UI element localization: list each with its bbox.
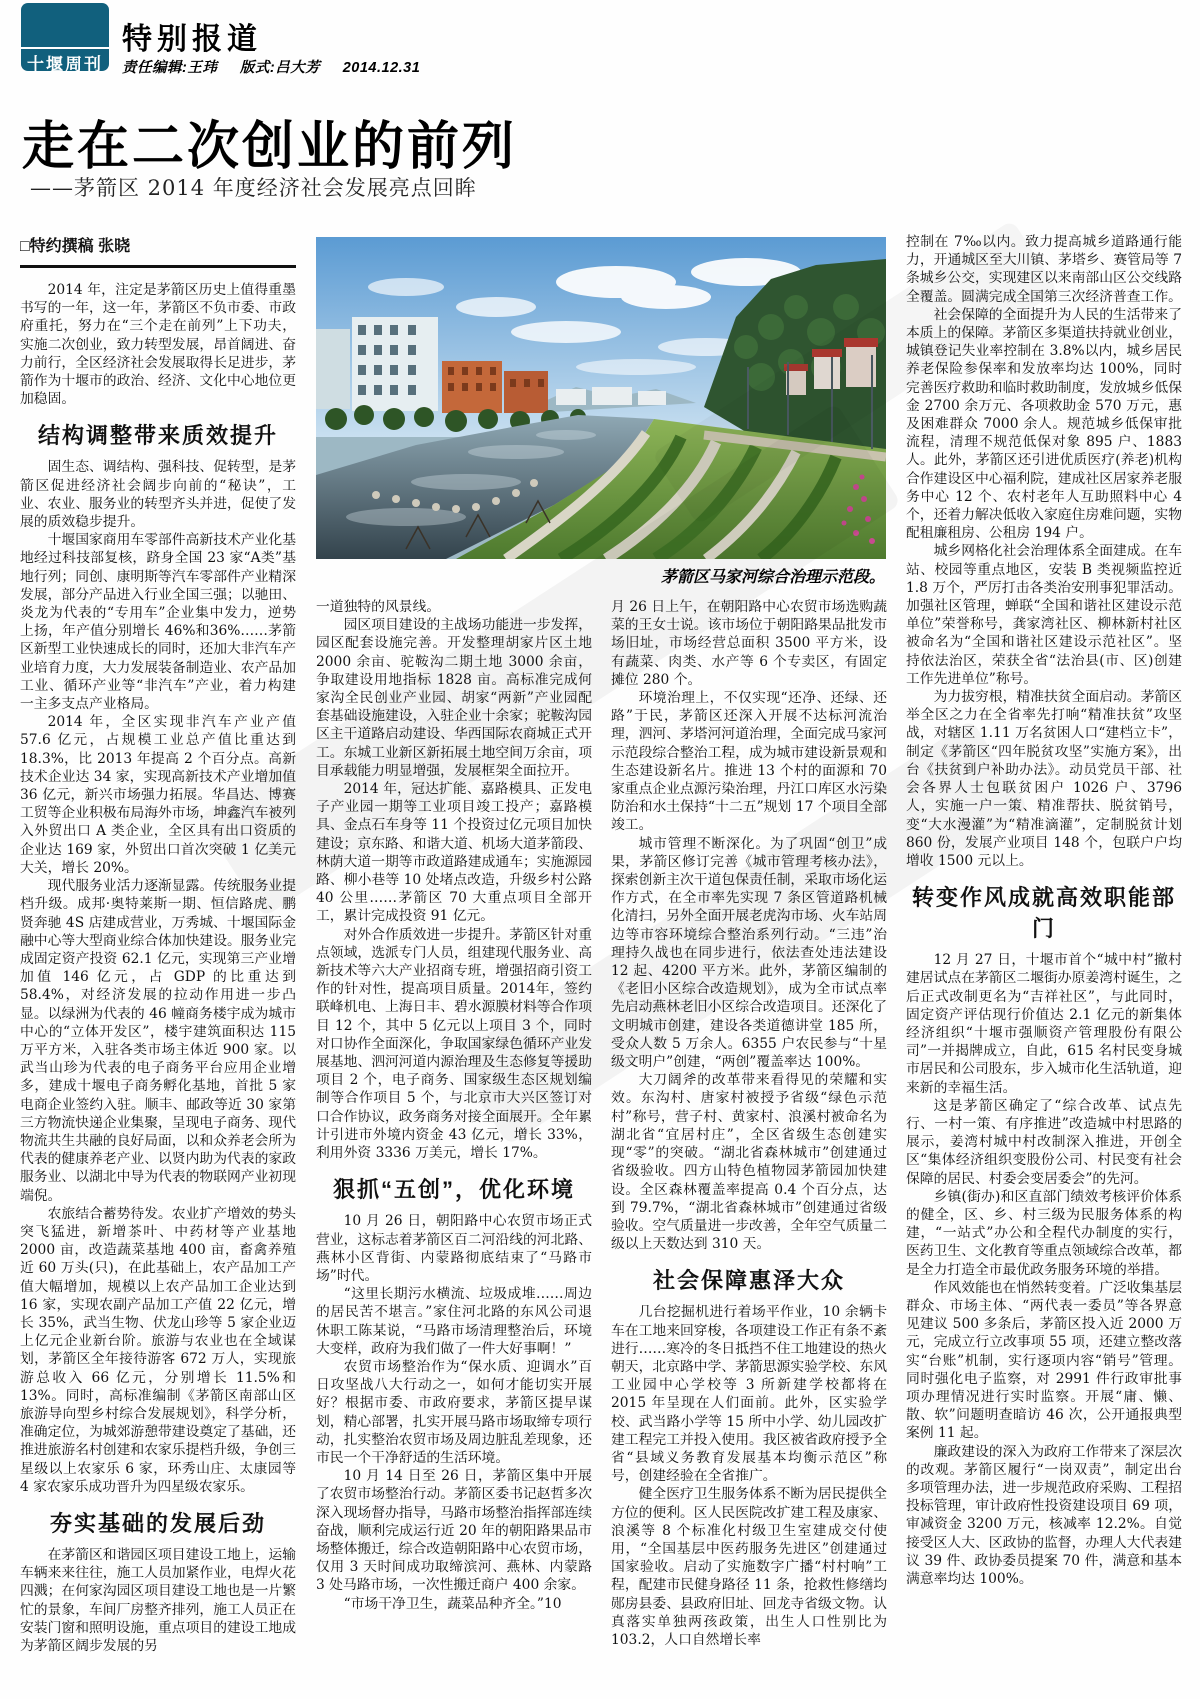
article-paragraph: 一道独特的风景线。 <box>316 599 441 615</box>
article-paragraph: 对外合作质效进一步提升。茅箭区针对重点领域，选派专门人员，组建现代服务业、高新技术等六大产业招商专班，增强招商引资工作的针对性，提高项目质量。2014年，签约联峰机电、上海日丰、碧水源膜材料等合作项目 12 个，其中 5 亿元以上项目 3 个，同时对口协作全面深化，争取国家绿色循环产业发展基地、泗河河道内源治理及生态修复等援助项目 2 个，电子商务、国家级生态区规划编制等合作项目 5 个，与北京市大兴区签订对口合作协议，政务商务对接全面展开。全年累计引进市外境内资金 43 亿元，增长 33%，利用外资 3336 万美元，增长 17%。 <box>316 926 592 1162</box>
article-paragraph: 健全医疗卫生服务体系不断为居民提供全方位的便利。区人民医院改扩建工程及康家、浪溪等 8 个标准化村级卫生室建成交付使用，“全国基层中医药服务先进区”创建通过国家验收。启动了实施数字广播“村村响”工程，配建市民健身路径 11 条，抢救性修缮均郧房县委、县政府旧址、回龙寺省级文物。认真落实单独两孩政策，出生人口性别比为 103.2，人口自然增长率 <box>611 1486 887 1648</box>
section-heading: 结构调整带来质效提升 <box>37 423 278 449</box>
editor-name: 责任编辑:王玮 <box>122 60 218 76</box>
article-subtitle: ——茅箭区 2014 年度经济社会发展亮点回眸 <box>30 176 477 200</box>
river-scene-illustration <box>316 237 886 559</box>
article-paragraph: 十堰国家商用车零部件高新技术产业化基地经过科技部复核，跻身全国 23 家“A类”基地行列；同创、康明斯等汽车零部件产业精深发展，部分产品进入行业全国三强；以驰田、炎龙为代表的“专用车”企业集中发力，逆势上扬，年产值分别增长 46%和36%……茅箭区新型工业快速成长的同时，还加大非汽车产业培育力度，大力发展装备制造业、农产品加工业、循环产业等“非汽车”产业，着力构建一主多支点产业格局。 <box>20 532 296 713</box>
section-heading: 转变作风成就高效职能部门 <box>911 885 1176 942</box>
section-heading: 狠抓“五创”，优化环境 <box>332 1177 575 1203</box>
section-label: 特别报道 <box>122 23 262 56</box>
masthead-logo-text: 十堰周刊 <box>27 55 103 74</box>
article-paragraph: 城市管理不断深化。为了巩固“创卫”成果，茅箭区修订完善《城市管理考核办法》，探索创新主次干道包保责任制，采取市场化运作方式，在全市率先实现 7 条区管道路机械化清扫，另外全面开展老虎沟市场、火车站周边等市容环境综合整治系列行动。“三违”治理持久战也在同步进行，依法查处违法建设 12 起、4200 平方米。此外，茅箭区编制的《老旧小区综合改造规划》，成为全市试点率先启动燕林老旧小区综合改造项目。还深化了文明城市创建，建设各类道德讲堂 185 所，受众人数 5 万余人。6355 户农民参与“十星级文明户”创建，“两创”覆盖率达 100%。 <box>611 835 887 1071</box>
article-paragraph: 几台挖掘机进行着场平作业，10 余辆卡车在工地来回穿梭，各项建设工作正有条不紊进行……寒冷的冬日抵挡不住工地建设的热火朝天，北京路中学、茅箭思源实验学校、东风工业园中心学校等 3 所新建学校都将在 2015 年呈现在人们面前。此外，区实验学校、武当路小学等 15 所中小学、幼儿园改扩建工程完工并投入使用。我区被省政府授予全省“县域义务教育发展基本均衡示范区”称号，创建经验在全省推广。 <box>611 1304 887 1485</box>
news-photo <box>316 237 886 559</box>
article-paragraph: 农贸市场整治作为“保水质、迎调水”百日攻坚战八大行动之一，如何才能切实开展好？根据市委、市政府要求，茅箭区提早谋划，精心部署，扎实开展马路市场取缔专项行动，扎实整治农贸市场及周边脏乱差现象，还市民一个干净舒适的生活环境。 <box>316 1358 592 1466</box>
article-paragraph: 环境治理上，不仅实现“还净、还绿、还路”于民，茅箭区还深入开展不达标河流治理，泗河、茅塔河河道治理，全面完成马家河示范段综合整治工程，成为城市建设新景观和生态建设新名片。推进 13 个村的面源和 70 家重点企业点源污染治理，丹江口库区水污染防治和水土保持“十二五”规划 17 个项目全部竣工。 <box>611 690 887 834</box>
article-paragraph: 作风效能也在悄然转变着。广泛收集基层群众、市场主体、“两代表一委员”等各界意见建议 500 多条后，茅箭区投入近 2000 万元，完成立行立改事项 55 项，还建立整改落实“台账”机制，实行逐项内容“销号”管理。同时强化电子监察，对 2991 件行政审批事项办理情况进行实时监察。开展“庸、懒、散、软”问题明查暗访 46 次，公开通报典型案例 11 起。 <box>906 1279 1182 1442</box>
article-paragraph: “市场干净卫生，蔬菜品种齐全。”10 <box>343 1595 562 1612</box>
article-paragraph: 农旅结合蓄势待发。农业扩产增效的势头突飞猛进，新增茶叶、中药材等产业基地 2000 亩，改造蔬菜基地 400 亩，畜禽养殖近 60 万头(只)，在此基础上，农产品加工产值大幅增加，规模以上农产品加工企业达到 16 家，实现农副产品加工产值 22 亿元，增长 35%，武当生物、伏龙山珍等 5 家企业迈上亿元企业新台阶。旅游与农业也在全域谋划，茅箭区全年接待游客 672 万人，实现旅游总收入 66 亿元，分别增长 11.5%和 13%。同时，高标准编制《茅箭区南部山区旅游导向型乡村综合发展规划》，科学分析，准确定位，为城郊游憩带建设奠定了基础，还推进旅游名村创建和农家乐提档升级，争创三星级以上农家乐 6 家，环秀山庄、太康园等 4 家农家乐成功晋升为四星级农家乐。 <box>20 1205 296 1495</box>
article-paragraph: 乡镇(街办)和区直部门绩效考核评价体系的健全，区、乡、村三级为民服务体系的构建，“一站式”办公和全程代办制度的实行，医药卫生、文化教育等重点领域综合改革，都是全力打造全市最优政务服务环境的举措。 <box>906 1188 1182 1278</box>
layout-designer: 版式:吕大芳 <box>239 60 321 76</box>
column-1-body <box>20 281 296 1655</box>
column-1 <box>20 233 296 1691</box>
article-paragraph: 固生态、调结构、强科技、促转型，是茅箭区促进经济社会阔步向前的“秘诀”，工业、农业、服务业的转型齐头并进，促使了发展的质效稳步提升。 <box>20 459 296 531</box>
column-3 <box>611 598 887 1694</box>
article-paragraph: 为力拔穷根，精准扶贫全面启动。茅箭区举全区之力在全省率先打响“精准扶贫”攻坚战，对辖区 1.11 万名贫困人口“建档立卡”，制定《茅箭区“四年脱贫攻坚”实施方案》，出台《扶贫到户补助办法》。动员党员干部、社会各界人士包联贫困户 1026 户、3796 人，实施一户一策、精准帮扶、脱贫销号，变“大水漫灌”为“精准滴灌”，定制脱贫计划 860 份，发展产业项目 148 个，包联户户均增收 1500 元以上。 <box>906 689 1182 869</box>
masthead-logo <box>21 3 109 74</box>
article-paragraph: 这是茅箭区确定了“综合改革、试点先行、一村一策、有序推进”改造城中村思路的展示，姜湾村城中村改制深入推进，开创全区“集体经济组织变股份公司、村民变有社会保障的居民、村委会变居委会”的先河。 <box>906 1097 1182 1187</box>
article-paragraph: 2014 年，冠达扩能、嘉路模具、正发电子产业园一期等工业项目竣工投产；嘉路模具、金点石车身等 11 个投资过亿元项目加快建设；京东路、和谐大道、机场大道茅箭段、林荫大道一期等市政道路建成通车；实施源园路、柳小巷等 10 处堵点改造，升级乡村公路 40 公里……茅箭区 70 大重点项目全部开工，累计完成投资 91 亿元。 <box>316 781 592 925</box>
article-paragraph: 月 26 日上午，在朝阳路中心农贸市场选购蔬菜的王女士说。该市场位于朝阳路果品批发市场旧址，市场经营总面积 3500 平方米，设有蔬菜、肉类、水产等 6 个专卖区，有固定摊位 280 个。 <box>611 599 887 688</box>
byline: □特约撰稿 张晓 <box>20 233 296 268</box>
article-paragraph: 2014 年，全区实现非汽车产业产值 57.6 亿元，占规模工业总产值比重达到 18.3%，比 2013 年提高 2 个百分点。高新技术企业达 34 家，实现高新技术产业增加值 36 亿元，新兴市场强力拓展。华昌达、博赛工贸等企业积极布局海外市场，坤鑫汽车被列入外贸出口 A 类企业，全区具有出口资质的企业达 169 家，外贸出口首次突破 1 亿美元大关，增长 20%。 <box>20 714 296 876</box>
masthead-logo-rule <box>21 47 109 49</box>
editor-line <box>122 56 438 77</box>
column-2 <box>316 598 592 1694</box>
section-heading: 夯实基础的发展后劲 <box>49 1511 266 1536</box>
article-paragraph: 园区项目建设的主战场功能进一步发挥，园区配套设施完善。开发整理胡家片区土地 2000 余亩、驼鞍沟二期土地 3000 余亩，争取建设用地指标 1828 亩。高标准完成何家沟全民创业产业园、胡家“两新”产业园配套基础设施建设，入驻企业十余家；驼鞍沟园区主干道路启动建设、华西国际农商城正式开工。东城工业新区新拓展土地空间万余亩，项目承载能力明显增强，发展框架全面拉开。 <box>316 617 592 779</box>
article-paragraph: 2014 年，注定是茅箭区历史上值得重墨书写的一年，这一年，茅箭区不负市委、市政府重托，努力在“三个走在前列”上下功夫，实施二次创业，致力转型发展，昂首阔进、奋力前行，全区经济社会发展取得长足进步，茅箭作为十堰市的政治、经济、文化中心地位更加稳固。 <box>20 282 296 408</box>
article-paragraph: 12 月 27 日，十堰市首个“城中村”撤村建居试点在茅箭区二堰街办原姜湾村诞生，之后正式改制更名为“吉祥社区”，与此同时，固定资产评估现行价值达 2.1 亿元的新集体经济组织“十堰市强顺资产管理股份有限公司”一并揭牌成立，自此，615 名村民变身城市居民和公司股东，步入城市化生活轨道，迎来新的幸福生活。 <box>906 952 1182 1096</box>
article-paragraph: 大刀阔斧的改革带来看得见的荣耀和实效。东沟村、唐家村被授予省级“绿色示范村”称号，营子村、黄家村、浪溪村被命名为湖北省“宜居村庄”，全区省级生态创建实现“零”的突破。“湖北省森林城市”创建通过省级验收。四方山特色植物园茅箭园加快建设。全区森林覆盖率提高 0.4 个百分点，达到 79.7%，“湖北省森林城市”创建通过省级验收。空气质量进一步改善，全年空气质量二级以上天数达到 310 天。 <box>611 1072 887 1253</box>
article-paragraph: “这里长期污水横流、垃圾成堆……周边的居民苦不堪言。”家住河北路的东风公司退休职工陈某说，“马路市场清理整治后，环境大变样，政府为我们做了一件大好事啊！” <box>316 1286 592 1357</box>
section-heading: 社会保障惠泽大众 <box>652 1268 845 1294</box>
column-4 <box>906 233 1182 1693</box>
article-paragraph: 现代服务业活力逐渐显露。传统服务业提档升级。成邦·奥特莱斯一期、恒信路虎、鹏贤奔驰 4S 店建成营业，万秀城、十堰国际金融中心等大型商业综合体加快建设。服务业完成固定资产投资 62.1 亿元，实现第三产业增加值 146 亿元，占 GDP 的比重达到 58.4%，对经济发展的拉动作用进一步凸显。以绿洲为代表的 46 幢商务楼宇成为城市中心的“立体开发区”，楼宇建筑面积达 115 万平方米，入驻各类市场主体近 900 家。以武当山珍为代表的电子商务平台应用企业增多，建成十堰电子商务孵化基地，首批 5 家电商企业签约入驻。顺丰、邮政等近 30 家第三方物流快递企业集聚，呈现电子商务、现代物流共生共融的良好局面，以和众养老会所为代表的健康养老产业、以贤内助为代表的家政服务业、以湖北中导为代表的物联网产业初现端倪。 <box>20 878 296 1204</box>
article-paragraph: 10 月 26 日，朝阳路中心农贸市场正式营业，这标志着茅箭区百二河沿线的河北路、燕林小区背街、内蒙路彻底结束了“马路市场”时代。 <box>316 1213 592 1284</box>
article-paragraph: 城乡网格化社会治理体系全面建成。在车站、校园等重点地区，安装 B 类视频监控近 1.8 万个，严厉打击各类治安刑事犯罪活动。加强社区管理，蝉联“全国和谐社区建设示范单位”荣誉称号，龚家湾社区、柳林新村社区被命名为“全国和谐社区建设示范社区”。坚持依法治区，荣获全省“法治县(市、区)创建工作先进单位”称号。 <box>906 543 1182 687</box>
photo-caption: 茅箭区马家河综合治理示范段。 <box>660 569 885 586</box>
article-paragraph: 在茅箭区和谐园区项目建设工地上，运输车辆来来往往，施工人员加紧作业，电焊火花四溅；在何家沟园区项目建设工地也是一片繁忙的景象，车间厂房整齐排列，施工人员正在安装门窗和照明设施，重点项目的建设工地成为茅箭区阔步发展的另 <box>20 1547 296 1655</box>
article-paragraph: 廉政建设的深入为政府工作带来了深层次的改观。茅箭区履行“一岗双责”，制定出台多项管理办法，进一步规范政府采购、工程招投标管理，审计政府性投资建设项目 69 项，审减资金 3200 万元，核减率 12.2%。自觉接受区人大、区政协的监督，办理人大代表建议 39 件、政协委员提案 70 件，满意和基本满意率均达 100%。 <box>906 1443 1182 1588</box>
article-paragraph: 控制在 7‰以内。致力提高城乡道路通行能力，开通城区至大川镇、茅塔乡、赛管局等 7 条城乡公交，实现建区以来南部山区公交线路全覆盖。圆满完成全国第三次经济普查工作。 <box>906 234 1182 305</box>
article-title: 走在二次创业的前列 <box>22 116 518 177</box>
issue-date: 2014.12.31 <box>342 60 421 76</box>
article-paragraph: 社会保障的全面提升为人民的生活带来了本质上的保障。茅箭区多渠道扶持就业创业，城镇登记失业率控制在 3.8%以内，城乡居民养老保险参保率和发放率均达 100%，同时完善医疗救助和临时救助制度，发放城乡低保金 2700 余万元、各项救助金 570 万元，惠及困难群众 7000 余人。规范城乡低保审批流程，清理不规范低保对象 895 户、1883 人。此外，茅箭区还引进优质医疗(养老)机构合作建设区中心福利院，建成社区居家养老服务中心 12 个、农村老年人互助照料中心 4 个，还着力解决低收入家庭住房难问题，实物配租廉租房、公租房 194 户。 <box>906 306 1182 542</box>
article-paragraph: 10 月 14 日至 26 日，茅箭区集中开展了农贸市场整治行动。茅箭区委书记赵哲多次深入现场督办指导，马路市场整治指挥部连续奋战，顺利完成运行近 20 年的朝阳路果品市场整体搬迁，综合改造朝阳路中心农贸市场，仅用 3 天时间成功取缔滨河、燕林、内蒙路 3 处马路市场，一次性搬迁商户 400 余家。 <box>316 1468 592 1594</box>
